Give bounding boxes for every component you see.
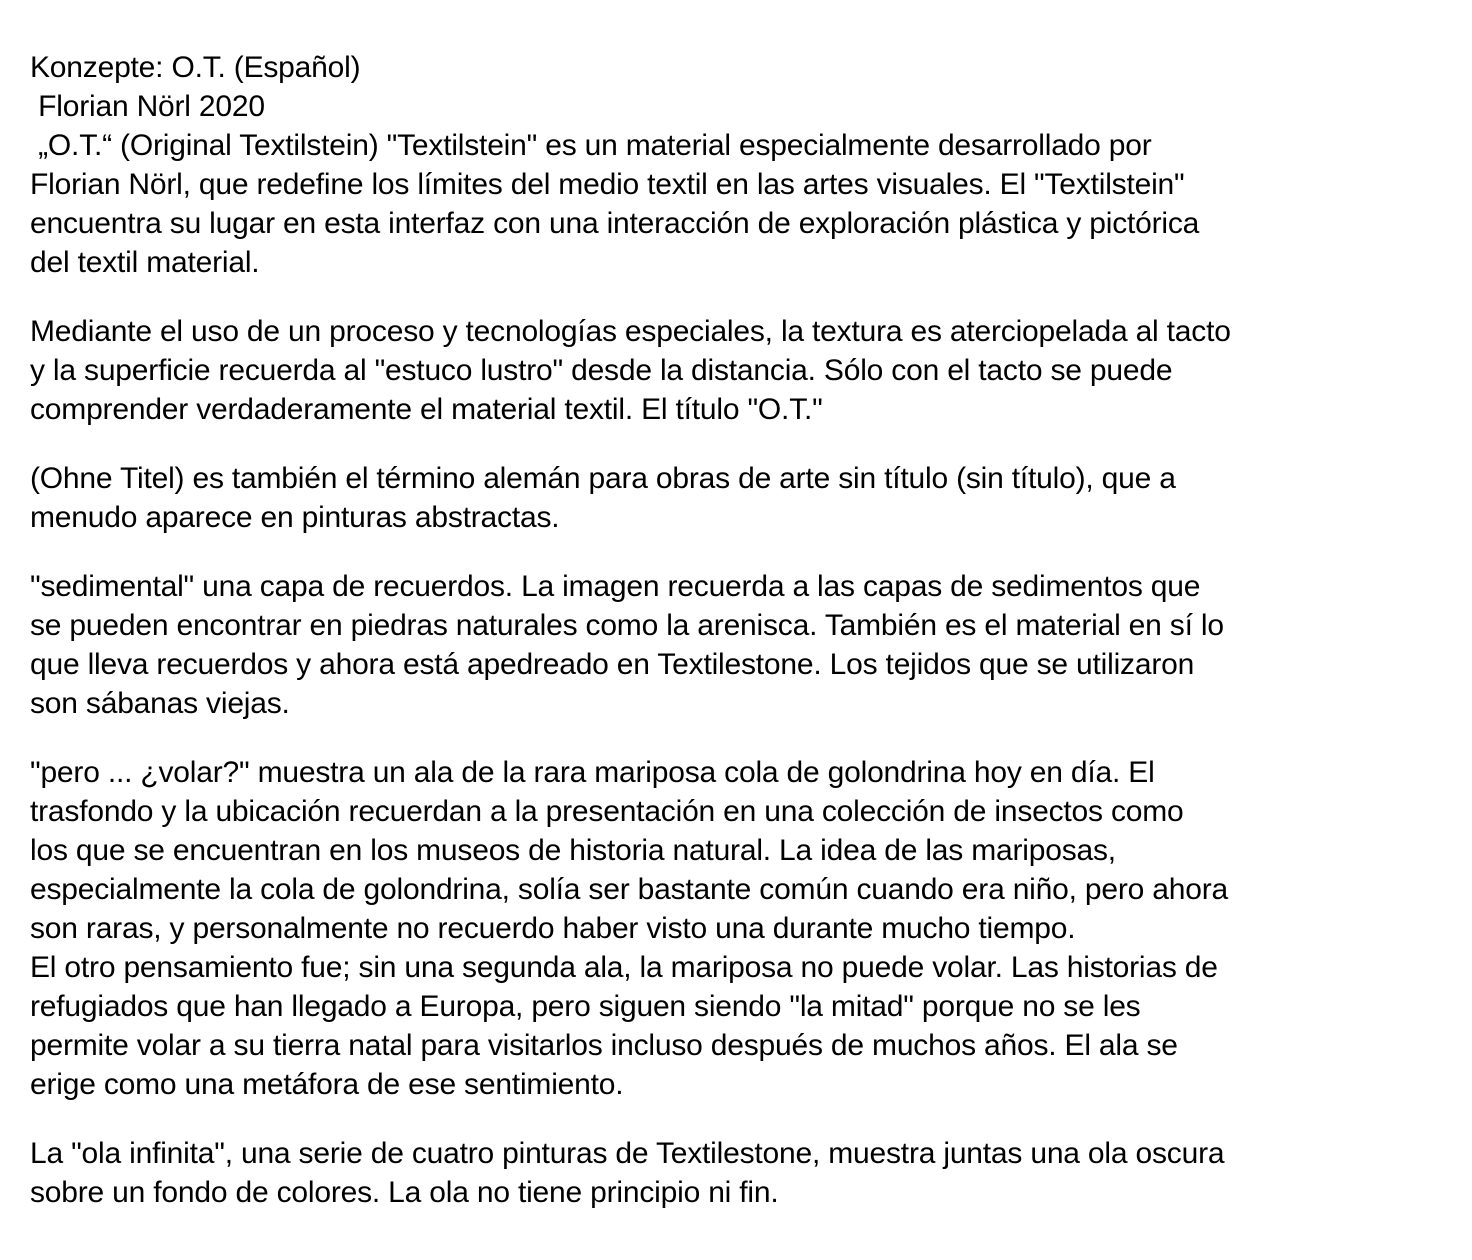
- text-line: son sábanas viejas.: [30, 687, 290, 720]
- text-line: se pueden encontrar en piedras naturales como la arenisca. También es el material en sí lo: [30, 609, 1224, 642]
- text-line: encuentra su lugar en esta interfaz con una interacción de exploración plástica y pictórica: [30, 207, 1200, 240]
- text-line: "pero ... ¿volar?" muestra un ala de la rara mariposa cola de golondrina hoy en día. El: [30, 756, 1155, 789]
- paragraph: [30, 1134, 1452, 1212]
- text-line: erige como una metáfora de ese sentimiento.: [30, 1068, 624, 1101]
- text-line: (Ohne Titel) es también el término alemán para obras de arte sin título (sin título), que a: [30, 462, 1176, 495]
- paragraph: [30, 567, 1452, 723]
- text-line: comprender verdaderamente el material textil. El título "O.T.": [30, 393, 823, 426]
- paragraph: [30, 459, 1452, 537]
- document-text: [30, 48, 1452, 1212]
- text-line: permite volar a su tierra natal para visitarlos incluso después de muchos años. El ala se: [30, 1029, 1178, 1062]
- text-line: y la superficie recuerda al "estuco lustro" desde la distancia. Sólo con el tacto se puede: [30, 354, 1173, 387]
- text-line: Konzepte: O.T. (Español): [30, 51, 361, 84]
- text-line: sobre un fondo de colores. La ola no tiene principio ni fin.: [30, 1176, 779, 1209]
- text-line: Mediante el uso de un proceso y tecnologías especiales, la textura es aterciopelada al tacto: [30, 315, 1231, 348]
- text-line: especialmente la cola de golondrina, solía ser bastante común cuando era niño, pero ahora: [30, 873, 1228, 906]
- paragraph: [30, 312, 1452, 429]
- text-line: El otro pensamiento fue; sin una segunda ala, la mariposa no puede volar. Las historias de: [30, 951, 1218, 984]
- paragraph: [30, 753, 1452, 1104]
- text-line: „O.T.“ (Original Textilstein) "Textilstein" es un material especialmente desarrollado por: [30, 129, 1152, 162]
- text-line: los que se encuentran en los museos de historia natural. La idea de las mariposas,: [30, 834, 1116, 867]
- text-line: "sedimental" una capa de recuerdos. La imagen recuerda a las capas de sedimentos que: [30, 570, 1201, 603]
- paragraph: [30, 48, 1452, 282]
- text-line: que lleva recuerdos y ahora está apedreado en Textilestone. Los tejidos que se utilizaron: [30, 648, 1195, 681]
- text-line: del textil material.: [30, 246, 260, 279]
- text-line: trasfondo y la ubicación recuerdan a la presentación en una colección de insectos como: [30, 795, 1184, 828]
- text-line: Florian Nörl, que redefine los límites del medio textil en las artes visuales. El "Textilstein": [30, 168, 1185, 201]
- text-line: refugiados que han llegado a Europa, pero siguen siendo "la mitad" porque no se les: [30, 990, 1141, 1023]
- text-line: Florian Nörl 2020: [30, 90, 265, 123]
- text-line: menudo aparece en pinturas abstractas.: [30, 501, 560, 534]
- text-line: son raras, y personalmente no recuerdo haber visto una durante mucho tiempo.: [30, 912, 1076, 945]
- text-line: La "ola infinita", una serie de cuatro pinturas de Textilestone, muestra juntas una ola oscura: [30, 1137, 1225, 1170]
